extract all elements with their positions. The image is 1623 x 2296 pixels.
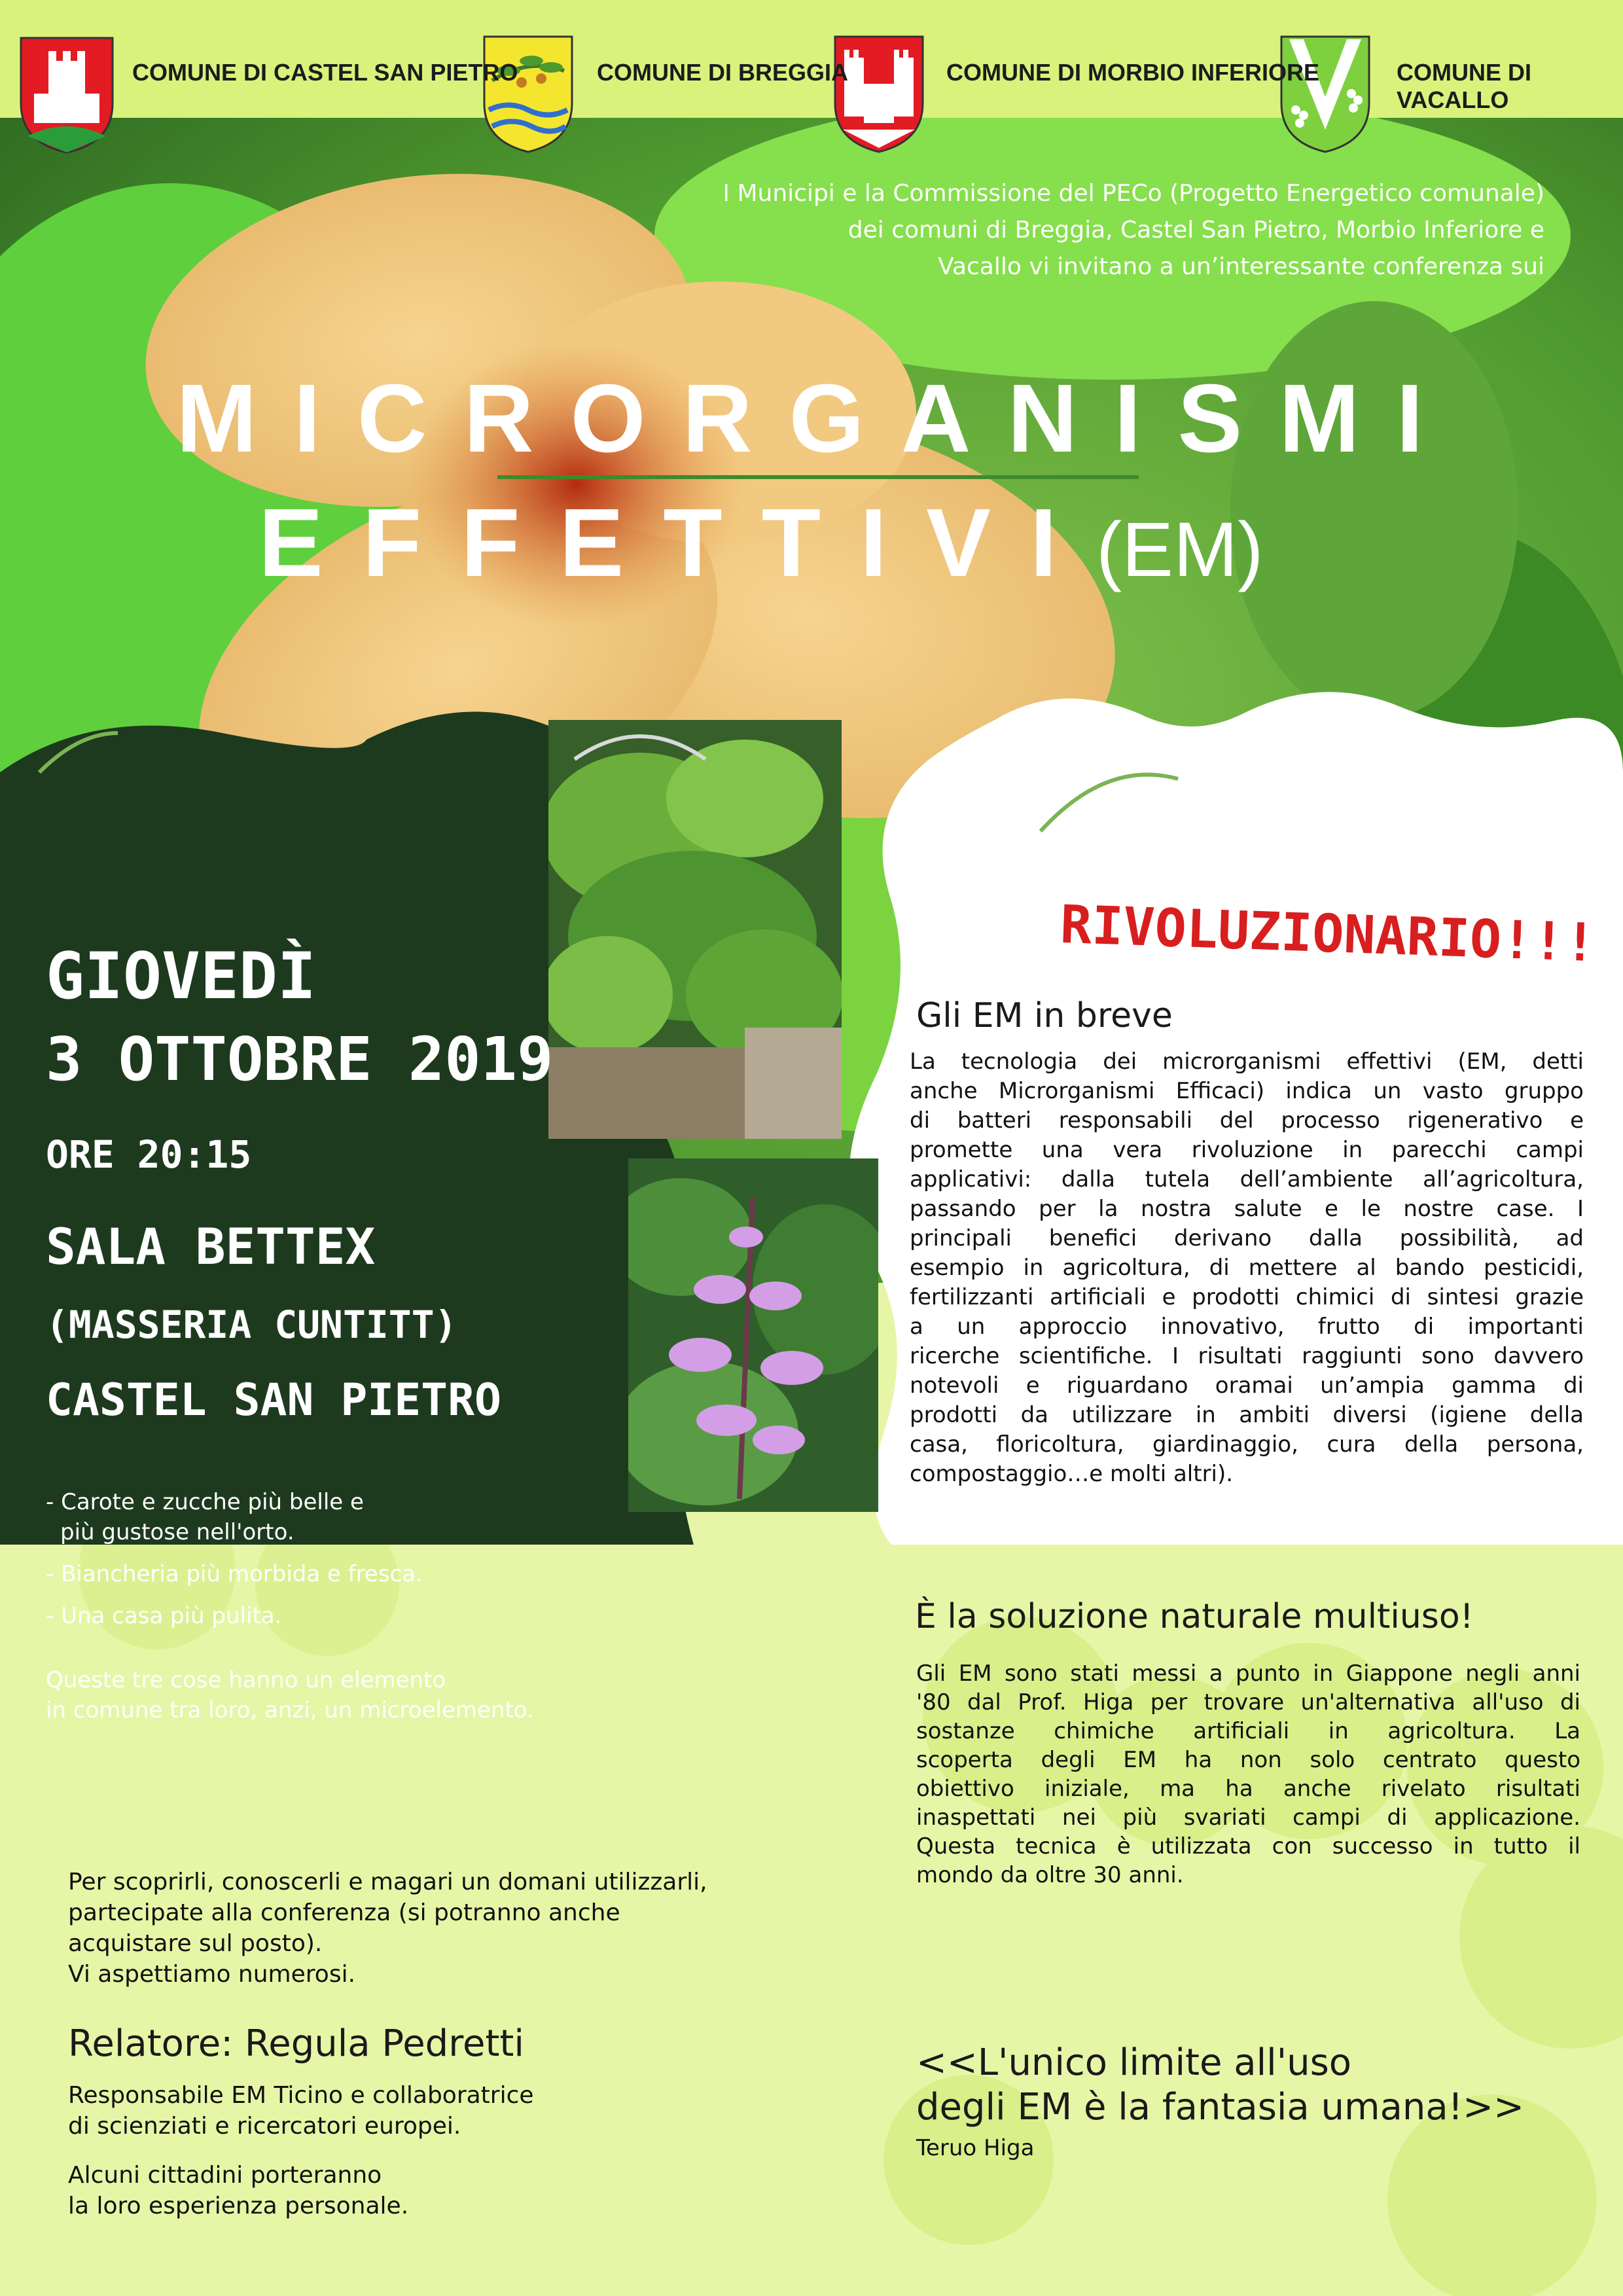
speaker-note-line: la loro esperienza personale. [68, 2193, 409, 2219]
quote-line: degli EM è la fantasia umana!>> [916, 2086, 1525, 2128]
branch-river-crest-icon [479, 31, 577, 156]
municipality-name-morbio-inferiore: COMUNE DI MORBIO INFERIORE [946, 59, 1320, 86]
title-effettivi: EFFETTIVI [259, 489, 1096, 597]
text-line: principali benefici derivano dalla possibilità, ad [910, 1225, 1584, 1251]
section-body-breve [910, 1047, 1584, 1489]
intro-text [628, 175, 1544, 285]
text-line: a un approccio innovativo, frutto di importanti [910, 1314, 1584, 1340]
text-line: applicativi: dalla tutela dell’ambiente all’agricoltura, [910, 1166, 1584, 1193]
invite-line: Vi aspettiamo numerosi. [68, 1961, 356, 1988]
speaker-role-line: Responsabile EM Ticino e collaboratrice [68, 2082, 534, 2109]
benefits-note: Queste tre cose hanno un elemento [46, 1667, 446, 1693]
castle-tower-crest-icon [14, 31, 119, 156]
speaker-heading: Relatore: Regula Pedretti [68, 2022, 524, 2065]
text-line: ricerche scientifiche. I risultati raggiunti sono davvero [910, 1343, 1584, 1369]
v-grapes-crest-icon [1276, 31, 1374, 156]
text-line: prodotti da utilizzare in ambiti diversi (igiene della [910, 1402, 1584, 1428]
text-line: passando per la nostra salute e le nostre case. I [910, 1196, 1584, 1222]
speaker-note-line: Alcuni cittadini porteranno [68, 2162, 382, 2189]
benefits-note: in comune tra loro, anzi, un microelemento. [46, 1697, 534, 1723]
intro-line: dei comuni di Breggia, Castel San Pietro, Morbio Inferiore e [847, 217, 1544, 243]
revolutionary-tagline: RIVOLUZIONARIO!!! [1059, 893, 1597, 974]
text-line: '80 dal Prof. Higa per trovare un'alternativa all'uso di [916, 1689, 1580, 1715]
text-line: esempio in agricoltura, di mettere al bando pesticidi, [910, 1255, 1584, 1281]
municipality-name-castel-san-pietro: COMUNE DI CASTEL SAN PIETRO [132, 59, 518, 86]
castle-red-crest-icon [830, 31, 928, 156]
municipality-name-vacallo: COMUNE DI VACALLO [1397, 59, 1531, 113]
title-divider [497, 475, 1139, 479]
event-time: ORE 20:15 [46, 1132, 252, 1177]
intro-line: Vacallo vi invitano a un’interessante conferenza sui [938, 253, 1544, 280]
benefit-item: - Carote e zucche più belle e [46, 1489, 364, 1515]
section-heading-soluzione: È la soluzione naturale multiuso! [915, 1597, 1474, 1636]
event-venue: SALA BETTEX [46, 1217, 376, 1276]
text-line: sostanze chimiche artificiali in agricoltura. La [916, 1718, 1580, 1744]
text-line: mondo da oltre 30 anni. [916, 1862, 1184, 1888]
text-line: promette una vera rivoluzione in parecchi campi [910, 1137, 1584, 1163]
invite-line: acquistare sul posto). [68, 1930, 323, 1957]
benefit-item: - Una casa più pulita. [46, 1603, 282, 1629]
section-heading-breve: Gli EM in breve [916, 996, 1173, 1035]
title-line-1: MICRORGANISMI [176, 365, 1460, 473]
text-line: obiettivo iniziale, ma ha anche rivelato risultati [916, 1776, 1580, 1802]
event-day: GIOVEDÌ [46, 939, 317, 1014]
text-line: casa, floricoltura, giardinaggio, cura della persona, [910, 1431, 1584, 1458]
text-line: Questa tecnica è utilizzata con successo in tutto il [916, 1833, 1580, 1859]
intro-line: I Municipi e la Commissione del PECo (Progetto Energetico comunale) [722, 180, 1544, 207]
speaker-role [68, 2080, 534, 2221]
invite-line: partecipate alla conferenza (si potranno anche [68, 1899, 620, 1926]
section-body-soluzione [916, 1659, 1580, 1890]
text-line: notevoli e riguardano oramai un’ampia gamma di [910, 1372, 1584, 1399]
quote-author: Teruo Higa [916, 2135, 1035, 2161]
benefit-item: - Biancheria più morbida e fresca. [46, 1561, 423, 1587]
text-line: scoperta degli EM ha non solo centrato questo [916, 1747, 1580, 1773]
text-line: La tecnologia dei microrganismi effettivi (EM, detti [910, 1049, 1584, 1075]
text-line: compostaggio…e molti altri). [910, 1461, 1234, 1487]
speaker-role-line: di scienziati e ricercatori europei. [68, 2113, 461, 2140]
text-line: fertilizzanti artificiali e prodotti chimici di sintesi grazie [910, 1284, 1584, 1310]
event-venue-detail: (MASSERIA CUNTITT) [46, 1302, 457, 1347]
text-line: Gli EM sono stati messi a punto in Giappone negli anni [916, 1660, 1580, 1687]
invite-text [68, 1867, 788, 1990]
quote [916, 2041, 1524, 2130]
text-line: di batteri responsabili del processo rigenerativo e [910, 1107, 1584, 1134]
text-line: inaspettati nei più svariati campi di applicazione. [916, 1804, 1580, 1831]
municipality-name-breggia: COMUNE DI BREGGIA [597, 59, 849, 86]
benefits-list [46, 1487, 534, 1725]
pink-flower-photo [628, 1158, 878, 1512]
title-line-2 [259, 488, 1264, 599]
text-line: anche Microrganismi Efficaci) indica un vasto gruppo [910, 1078, 1584, 1104]
quote-line: <<L'unico limite all'uso [916, 2041, 1352, 2084]
event-town: CASTEL SAN PIETRO [46, 1374, 501, 1426]
vegetable-garden-photo [548, 720, 842, 1139]
invite-line: Per scoprirli, conoscerli e magari un domani utilizzarli, [68, 1869, 707, 1895]
event-date: 3 OTTOBRE 2019 [46, 1024, 554, 1094]
title-abbrev: (EM) [1096, 507, 1264, 593]
benefit-item-cont: più gustose nell'orto. [60, 1519, 294, 1545]
